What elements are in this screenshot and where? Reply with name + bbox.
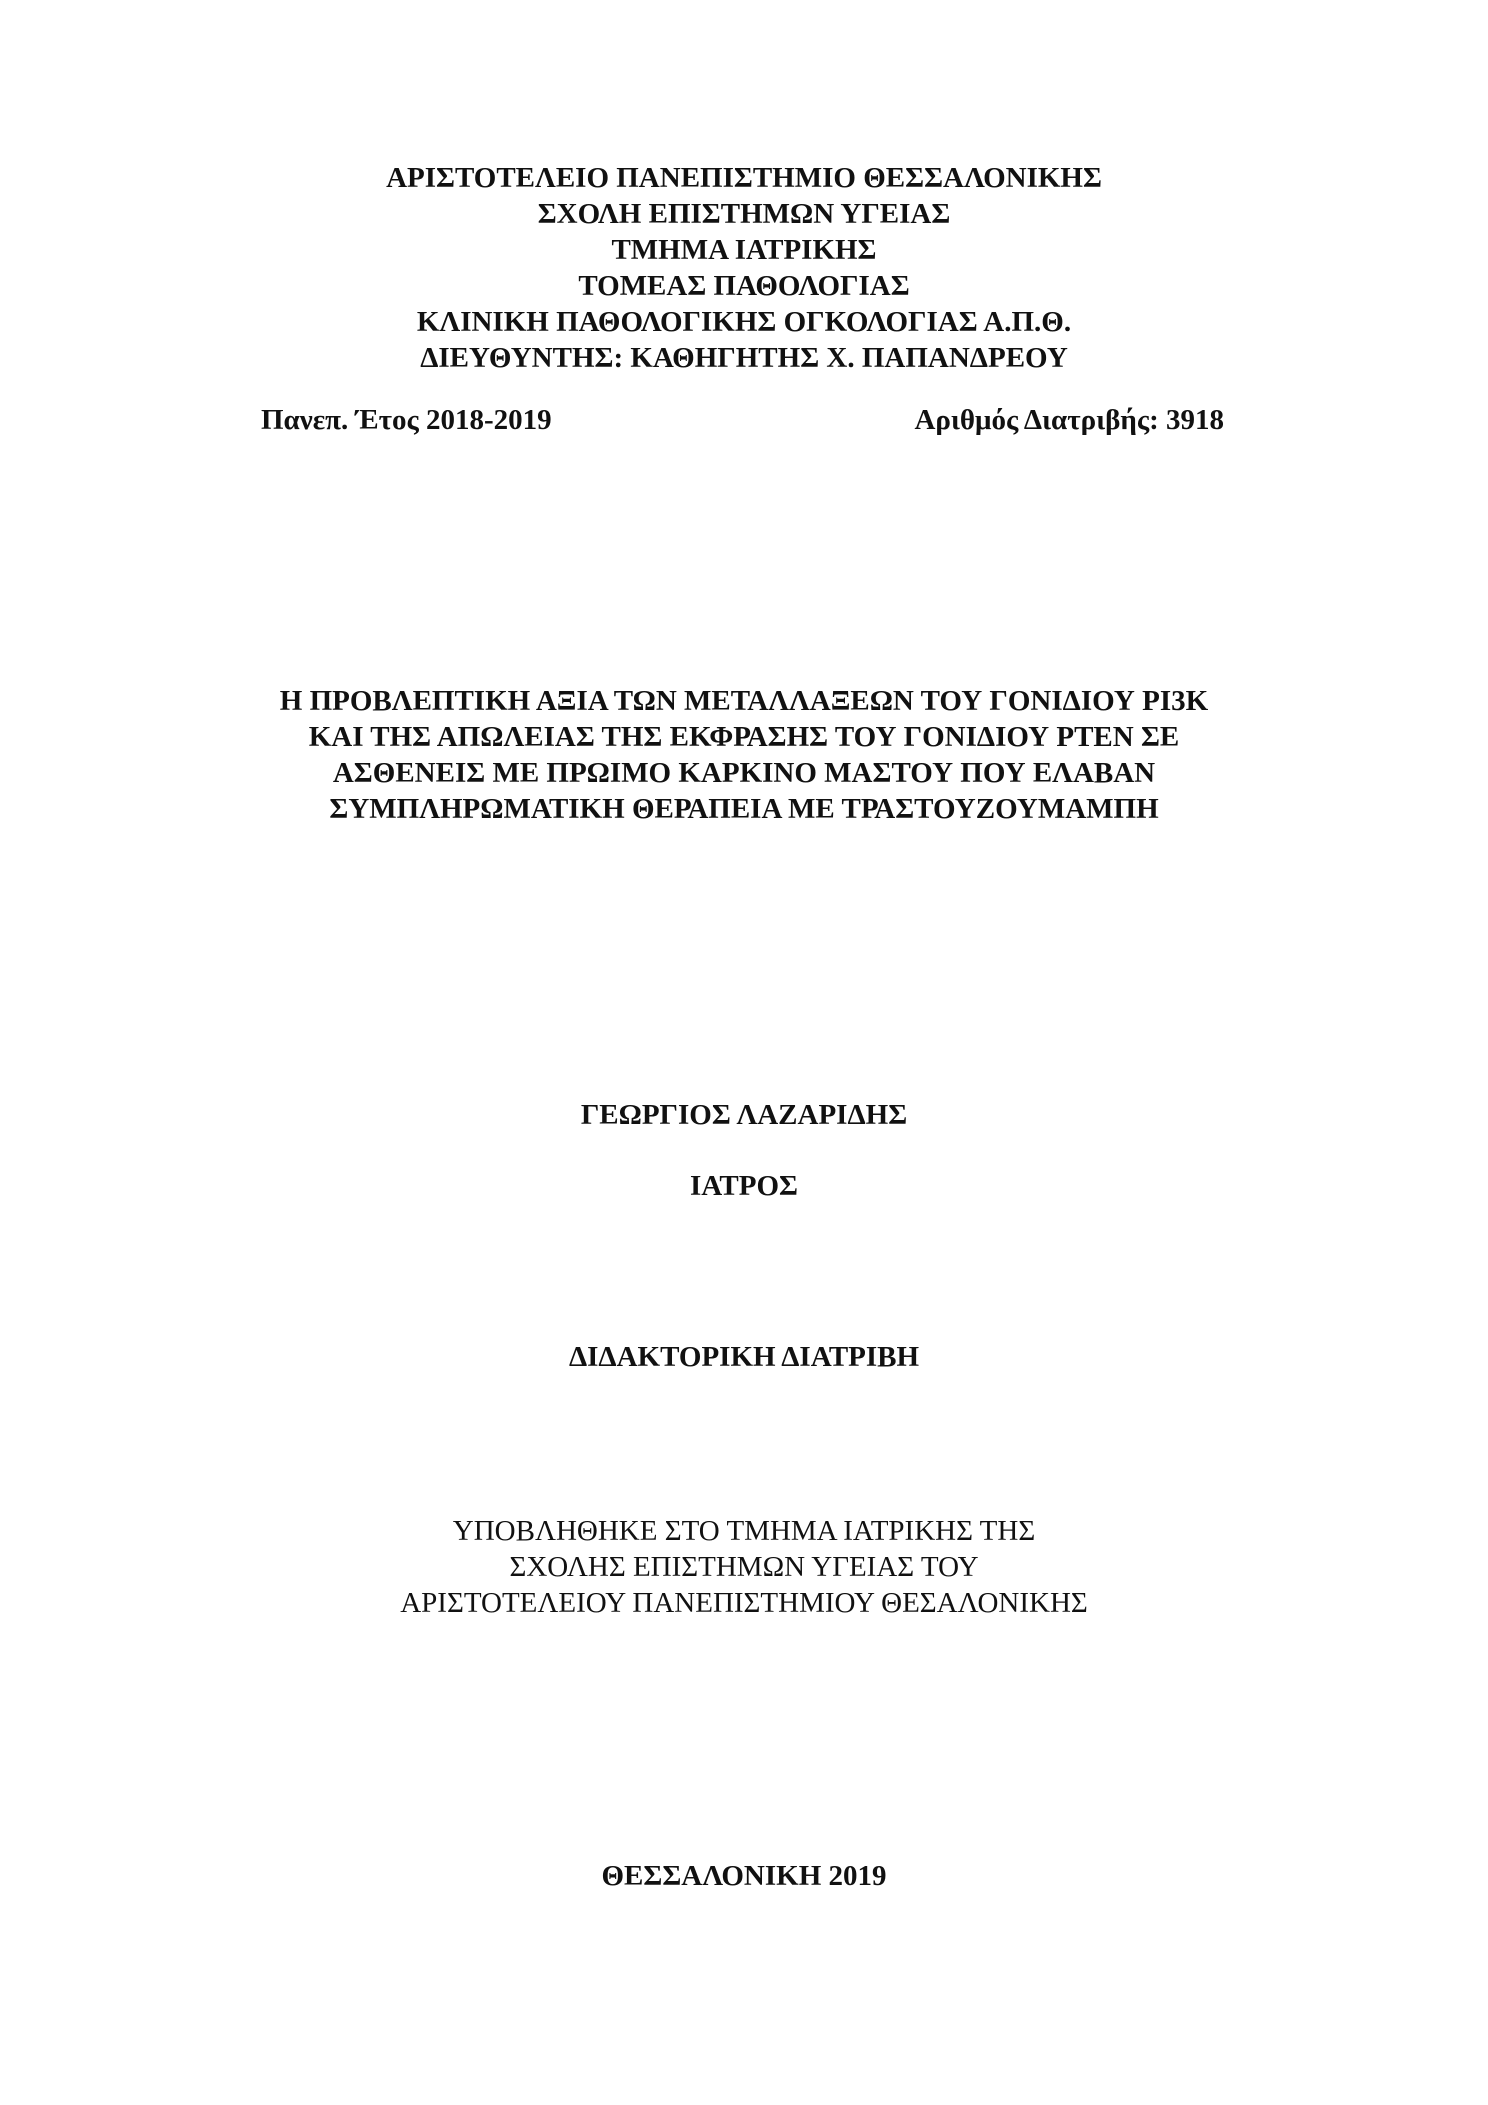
header-university: ΑΡΙΣΤΟΤΕΛΕΙΟ ΠΑΝΕΠΙΣΤΗΜΙΟ ΘΕΣΣΑΛΟΝΙΚΗΣ xyxy=(386,162,1102,194)
submission-line: ΑΡΙΣΤΟΤΕΛΕΙΟΥ ΠΑΝΕΠΙΣΤΗΜΙΟΥ ΘΕΣΑΛΟΝΙΚΗΣ xyxy=(400,1587,1088,1619)
title-line: ΣΥΜΠΛΗΡΩΜΑΤΙΚΗ ΘΕΡΑΠΕΙΑ ΜΕ ΤΡΑΣΤΟΥΖΟΥΜΑΜΠΗ xyxy=(329,793,1159,825)
submission-line: ΣΧΟΛΗΣ ΕΠΙΣΤΗΜΩΝ ΥΓΕΙΑΣ ΤΟΥ xyxy=(509,1551,979,1583)
title-line: ΚΑΙ ΤΗΣ ΑΠΩΛΕΙΑΣ ΤΗΣ ΕΚΦΡΑΣΗΣ ΤΟΥ ΓΟΝΙΔΙΟΥ PTEN ΣΕ xyxy=(308,721,1180,753)
thesis-title xyxy=(0,683,1488,827)
place-year: ΘΕΣΣΑΛΟΝΙΚΗ 2019 xyxy=(601,1860,887,1892)
header-department: ΤΜΗΜΑ ΙΑΤΡΙΚΗΣ xyxy=(611,234,877,266)
submission-line: ΥΠΟΒΛΗΘΗΚΕ ΣΤΟ ΤΜΗΜΑ ΙΑΤΡΙΚΗΣ ΤΗΣ xyxy=(452,1515,1036,1547)
author-profession: ΙΑΤΡΟΣ xyxy=(690,1170,798,1202)
header-sector: ΤΟΜΕΑΣ ΠΑΘΟΛΟΓΙΑΣ xyxy=(578,270,910,302)
header-school: ΣΧΟΛΗ ΕΠΙΣΤΗΜΩΝ ΥΓΕΙΑΣ xyxy=(537,198,951,230)
submission-statement xyxy=(0,1513,1488,1621)
academic-year: Πανεπ. Έτος 2018-2019 xyxy=(261,404,552,436)
header-director: ΔΙΕΥΘΥΝΤΗΣ: ΚΑΘΗΓΗΤΗΣ Χ. ΠΑΠΑΝΔΡΕΟΥ xyxy=(420,342,1068,374)
institution-header xyxy=(0,160,1488,376)
document-type: ΔΙΔΑΚΤΟΡΙΚΗ ΔΙΑΤΡΙΒΗ xyxy=(568,1341,920,1373)
thesis-number: Αριθμός Διατριβής: 3918 xyxy=(914,404,1224,436)
author-name: ΓΕΩΡΓΙΟΣ ΛΑΖΑΡΙΔΗΣ xyxy=(580,1099,908,1131)
title-line: ΑΣΘΕΝΕΙΣ ΜΕ ΠΡΩΙΜΟ ΚΑΡΚΙΝΟ ΜΑΣΤΟΥ ΠΟΥ ΕΛΑΒΑΝ xyxy=(332,757,1156,789)
title-line: Η ΠΡΟΒΛΕΠΤΙΚΗ ΑΞΙΑ ΤΩΝ ΜΕΤΑΛΛΑΞΕΩΝ ΤΟΥ ΓΟΝΙΔΙΟΥ PI3K xyxy=(279,685,1209,717)
meta-row xyxy=(0,404,1488,444)
header-clinic: ΚΛΙΝΙΚΗ ΠΑΘΟΛΟΓΙΚΗΣ ΟΓΚΟΛΟΓΙΑΣ Α.Π.Θ. xyxy=(416,306,1072,338)
